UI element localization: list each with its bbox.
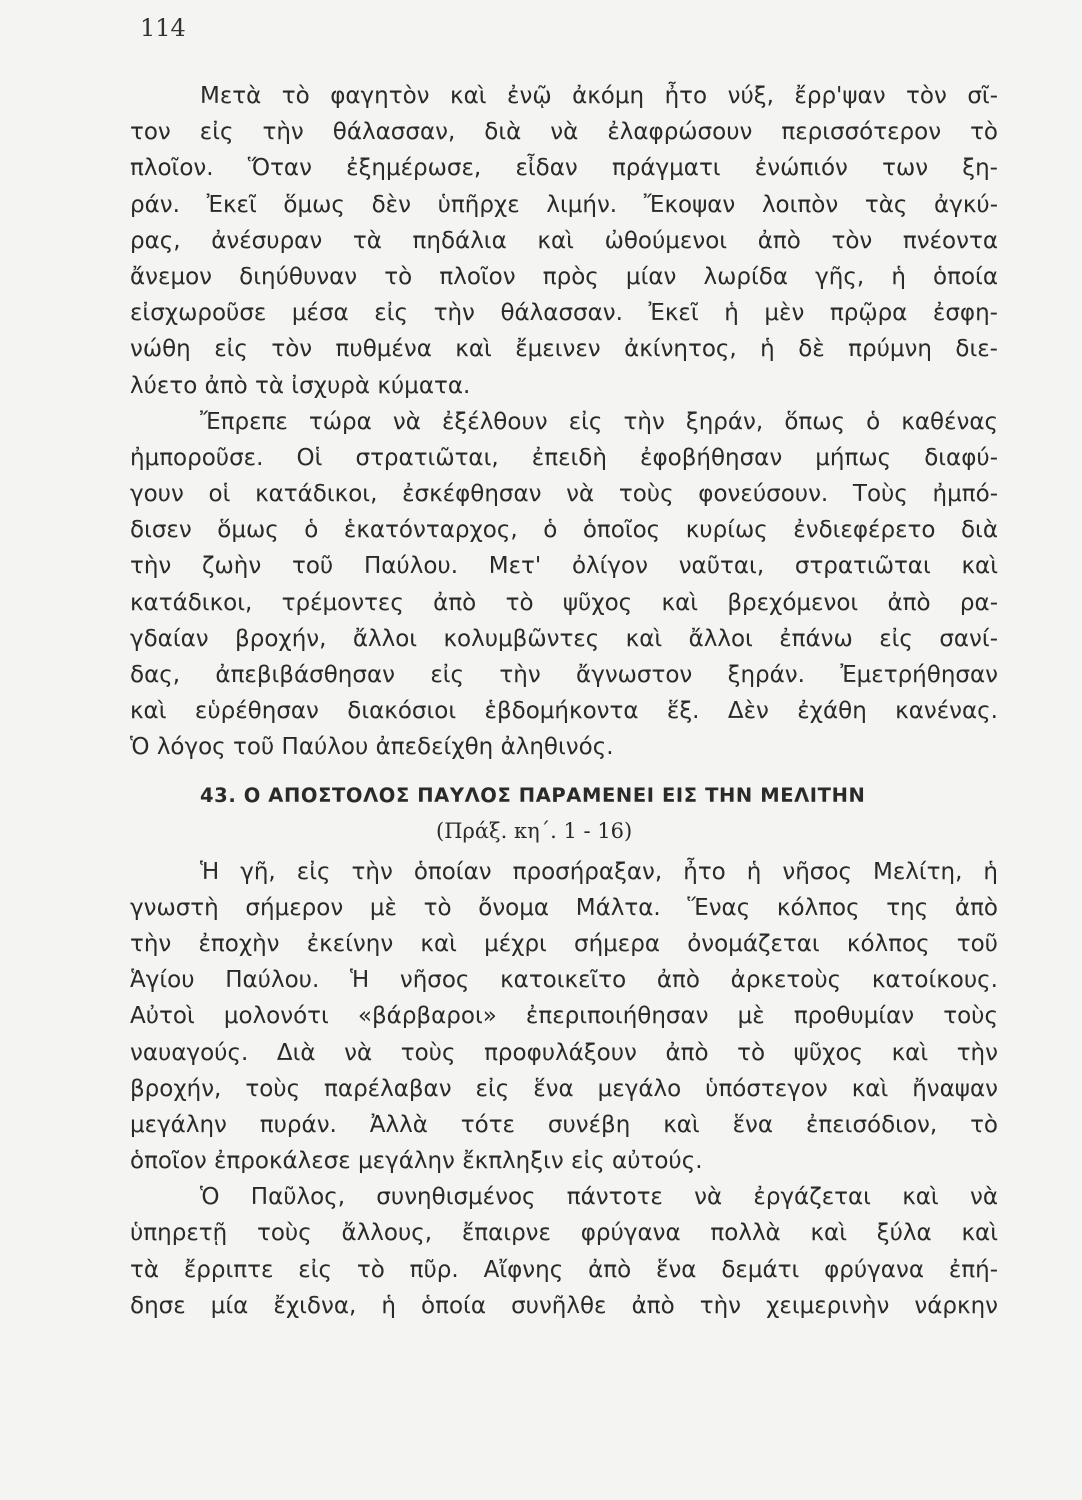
text-line: ἠμποροῦσε. Οἱ στρατιῶται, ἐπειδὴ ἐφοβήθησαν μήπως διαφύ- <box>130 444 998 471</box>
text-line: ὑπηρετῇ τοὺς ἄλλους, ἔπαιρνε φρύγανα πολλὰ καὶ ξύλα καὶ <box>130 1220 998 1247</box>
text-line: μεγάλην πυράν. Ἀλλὰ τότε συνέβη καὶ ἕνα ἐπεισόδιον, τὸ <box>130 1111 998 1138</box>
text-line: ὁποῖον ἐπροκάλεσε μεγάλην ἔκπληξιν εἰς αὐτούς. <box>130 1148 703 1175</box>
page-number: 114 <box>140 14 186 42</box>
text-line: τον εἰς τὴν θάλασσαν, διὰ νὰ ἐλαφρώσουν περισσότερον τὸ <box>130 119 998 146</box>
text-line: Ἔπρεπε τώρα νὰ ἐξέλθουν εἰς τὴν ξηράν, ὅπως ὁ καθένας <box>200 408 998 435</box>
text-line: γουν οἱ κατάδικοι, ἐσκέφθησαν νὰ τοὺς φονεύσουν. Τοὺς ἠμπό- <box>130 481 998 508</box>
text-line: ρας, ἀνέσυραν τὰ πηδάλια καὶ ὠθούμενοι ἀπὸ τὸν πνέοντα <box>130 227 998 254</box>
text-line: τὴν ἐποχὴν ἐκείνην καὶ μέχρι σήμερα ὀνομάζεται κόλπος τοῦ <box>130 930 998 957</box>
text-line: Ὁ λόγος τοῦ Παύλου ἀπεδείχθη ἀληθινός. <box>130 734 614 761</box>
text-line: βροχήν, τοὺς παρέλαβαν εἰς ἕνα μεγάλο ὑπόστεγον καὶ ἤναψαν <box>130 1075 998 1102</box>
text-line: λύετο ἀπὸ τὰ ἰσχυρὰ κύματα. <box>130 372 471 399</box>
text-line: Ἡ γῆ, εἰς τὴν ὁποίαν προσήραξαν, ἦτο ἡ νῆσος Μελίτη, ἡ <box>200 858 998 885</box>
paragraph <box>130 78 998 404</box>
text-line: ράν. Ἐκεῖ ὅμως δὲν ὑπῆρχε λιμήν. Ἔκοψαν λοιπὸν τὰς ἀγκύ- <box>130 191 998 218</box>
text-line: Αὐτοὶ μολονότι «βάρβαροι» ἐπεριποιήθησαν μὲ προθυμίαν τοὺς <box>130 1003 998 1030</box>
text-line: ναυαγούς. Διὰ νὰ τοὺς προφυλάξουν ἀπὸ τὸ ψῦχος καὶ τὴν <box>130 1039 998 1066</box>
text-line: εἰσχωροῦσε μέσα εἰς τὴν θάλασσαν. Ἐκεῖ ἡ μὲν πρῷρα ἐσφη- <box>130 300 998 327</box>
text-line: Ὁ Παῦλος, συνηθισμένος πάντοτε νὰ ἐργάζεται καὶ νὰ <box>200 1184 998 1211</box>
text-line: κατάδικοι, τρέμοντες ἀπὸ τὸ ψῦχος καὶ βρεχόμενοι ἀπὸ ρα- <box>130 589 998 616</box>
scripture-reference: (Πράξ. κη΄. 1 - 16) <box>436 818 633 843</box>
page-body <box>130 78 998 1324</box>
text-line: Ἁγίου Παύλου. Ἡ νῆσος κατοικεῖτο ἀπὸ ἀρκετοὺς κατοίκους. <box>130 967 998 994</box>
text-line: δας, ἀπεβιβάσθησαν εἰς τὴν ἄγνωστον ξηράν. Ἐμετρήθησαν <box>130 662 998 688</box>
paragraph <box>130 404 998 766</box>
text-line: πλοῖον. Ὅταν ἐξημέρωσε, εἶδαν πράγματι ἐνώπιόν των ξη- <box>130 155 998 182</box>
text-line: νώθη εἰς τὸν πυθμένα καὶ ἔμεινεν ἀκίνητος, ἡ δὲ πρύμνη διε- <box>130 336 998 363</box>
section-heading: 43. Ο ΑΠΟΣΤΟΛΟΣ ΠΑΥΛΟΣ ΠΑΡΑΜΕΝΕΙ ΕΙΣ ΤΗΝ ΜΕΛΙΤΗΝ <box>200 783 866 807</box>
text-line: γνωστὴ σήμερον μὲ τὸ ὄνομα Μάλτα. Ἕνας κόλπος της ἀπὸ <box>130 894 998 921</box>
text-line: καὶ εὑρέθησαν διακόσιοι ἑβδομήκοντα ἕξ. Δὲν ἐχάθη κανένας. <box>130 698 998 725</box>
text-line: δισεν ὅμως ὁ ἑκατόνταρχος, ὁ ὁποῖος κυρίως ἐνδιεφέρετο διὰ <box>130 517 998 544</box>
paragraph <box>130 854 998 1180</box>
text-line: δησε μία ἔχιδνα, ἡ ὁποία συνῆλθε ἀπὸ τὴν χειμερινὴν νάρκην <box>130 1292 998 1319</box>
text-line: ἄνεμον διηύθυναν τὸ πλοῖον πρὸς μίαν λωρίδα γῆς, ἡ ὁποία <box>130 263 998 290</box>
text-line: τὴν ζωὴν τοῦ Παύλου. Μετ' ὀλίγον ναῦται, στρατιῶται καὶ <box>130 553 998 580</box>
text-line: γδαίαν βροχήν, ἄλλοι κολυμβῶντες καὶ ἄλλοι ἐπάνω εἰς σανί- <box>130 625 998 652</box>
text-line: τὰ ἔρριπτε εἰς τὸ πῦρ. Αἴφνης ἀπὸ ἕνα δεμάτι φρύγανα ἐπή- <box>130 1256 998 1283</box>
paragraph <box>130 1179 998 1324</box>
text-line: Μετὰ τὸ φαγητὸν καὶ ἐνῷ ἀκόμη ἦτο νύξ, ἔρρ'ψαν τὸν σῖ- <box>200 83 998 109</box>
